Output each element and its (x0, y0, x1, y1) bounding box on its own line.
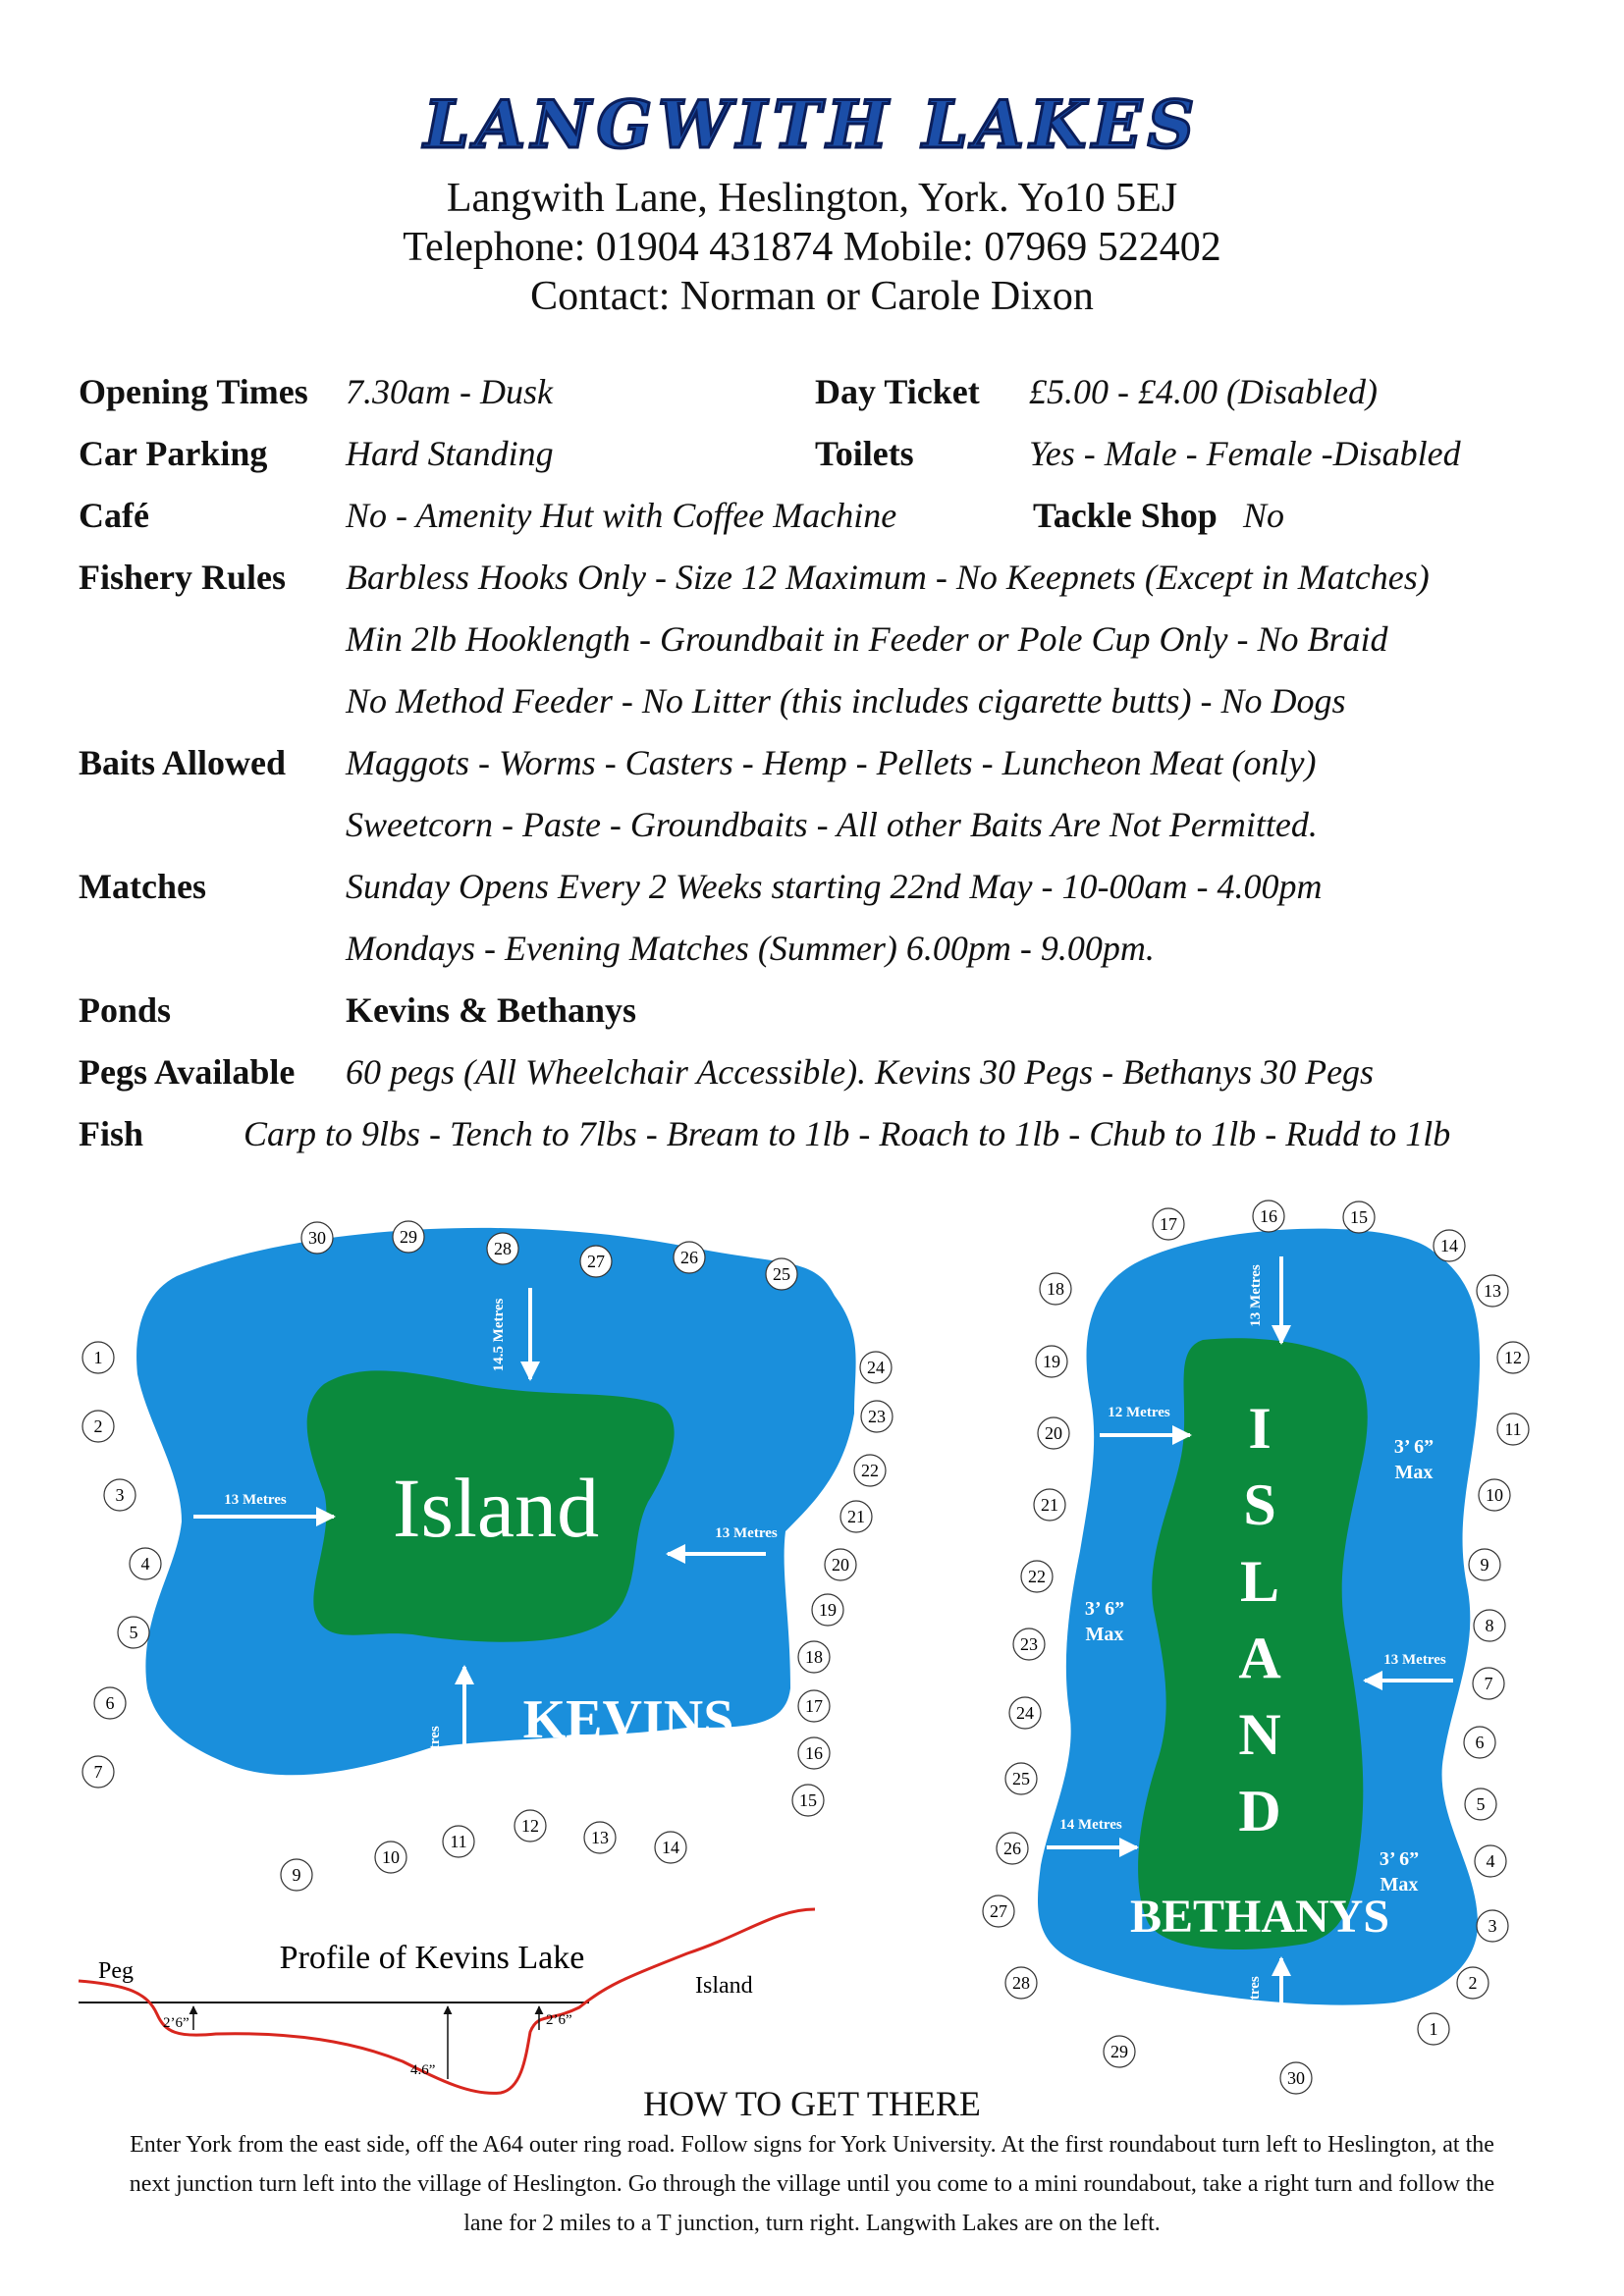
depth-label: 3’ 6” (1393, 1436, 1435, 1458)
peg-number: 2 (1468, 1973, 1478, 1993)
cafe-value: No - Amenity Hut with Coffee Machine (346, 496, 897, 535)
ponds-value: Kevins & Bethanys (346, 990, 637, 1030)
kevins-dist-top: 14.5 Metres (491, 1298, 507, 1372)
profile-curve (79, 1909, 815, 2093)
bethanys-dist-left-bottom: 14 Metres (1059, 1817, 1122, 1833)
depth-label: 3’ 6” (1084, 1598, 1125, 1620)
directions-text: Enter York from the east side, off the A64 outer ring road. Follow signs for York University. At the first roundabout turn left to Heslington, at the next junction turn left into the village of Heslington. Go through the village until you come to a mini roundabout, take a right turn and follow the lane for 2 miles to a T junction, turn right. Langwith Lakes are on the left. (129, 2132, 1495, 2236)
kevins-island-label: Island (392, 1461, 600, 1555)
peg-number: 26 (1003, 1839, 1021, 1858)
parking-label: Car Parking (79, 434, 268, 473)
peg-number: 12 (1504, 1348, 1522, 1367)
island-letter: D (1238, 1779, 1281, 1843)
island-letter: L (1239, 1549, 1280, 1614)
peg-number: 23 (868, 1407, 886, 1426)
bethanys-lake-label: BETHANYS (1129, 1891, 1390, 1943)
telephone: Telephone: 01904 431874 Mobile: 07969 522402 (403, 225, 1221, 270)
peg-number: 27 (587, 1252, 605, 1271)
rules-label: Fishery Rules (79, 558, 286, 597)
peg-number: 29 (400, 1227, 417, 1247)
depth-label: Max (1380, 1874, 1419, 1896)
peg-number: 11 (1504, 1419, 1522, 1439)
peg-number: 16 (805, 1743, 823, 1763)
tackle-value: No (1243, 496, 1285, 535)
opening-value: 7.30am - Dusk (346, 372, 553, 411)
matches-line: Sunday Opens Every 2 Weeks starting 22nd May - 10-00am - 4.00pm (346, 867, 1323, 906)
peg-number: 10 (1486, 1485, 1503, 1505)
kevins-dist-left: 13 Metres (224, 1492, 287, 1508)
kevins-dist-right: 13 Metres (715, 1525, 778, 1541)
peg-number: 5 (129, 1623, 138, 1642)
depth-label: 3’ 6” (1379, 1848, 1420, 1870)
peg-number: 7 (93, 1762, 103, 1782)
depth-label: Max (1394, 1462, 1434, 1483)
baits-line: Maggots - Worms - Casters - Hemp - Pellets - Luncheon Meat (only) (346, 743, 1317, 782)
peg-number: 21 (1041, 1495, 1058, 1515)
island-letter: A (1238, 1626, 1281, 1690)
rules-line: No Method Feeder - No Litter (this includes cigarette butts) - No Dogs (346, 681, 1346, 721)
peg-number: 4 (140, 1554, 150, 1574)
address: Langwith Lane, Heslington, York. Yo10 5EJ (446, 176, 1178, 221)
profile-island-label: Island (695, 1973, 753, 1999)
peg-number: 15 (1350, 1207, 1368, 1227)
rules-line: Min 2lb Hooklength - Groundbait in Feeder or Pole Cup Only - No Braid (346, 619, 1388, 659)
toilets-value: Yes - Male - Female -Disabled (1029, 434, 1461, 473)
baits-label: Baits Allowed (79, 743, 287, 782)
peg-number: 7 (1484, 1674, 1493, 1693)
bethanys-dist-bottom: 13 Metres (1247, 1976, 1263, 2039)
peg-number: 12 (521, 1816, 539, 1836)
peg-number: 14 (1440, 1236, 1458, 1255)
peg-number: 6 (105, 1693, 115, 1713)
profile-depth-mid: 4.6” (410, 2062, 436, 2078)
peg-number: 18 (805, 1647, 823, 1667)
cafe-label: Café (79, 496, 149, 535)
peg-number: 18 (1047, 1279, 1064, 1299)
tackle-label: Tackle Shop (1033, 496, 1218, 535)
depth-label: Max (1085, 1624, 1124, 1645)
matches-line: Mondays - Evening Matches (Summer) 6.00pm - 9.00pm. (346, 929, 1155, 968)
profile-peg-label: Peg (98, 1958, 134, 1984)
peg-number: 16 (1260, 1206, 1277, 1226)
peg-number: 1 (93, 1348, 103, 1367)
peg-number: 3 (1488, 1916, 1497, 1936)
peg-number: 21 (847, 1507, 865, 1526)
peg-number: 25 (773, 1264, 790, 1284)
day-ticket-label: Day Ticket (815, 372, 980, 411)
baits-line: Sweetcorn - Paste - Groundbaits - All other Baits Are Not Permitted. (346, 805, 1318, 844)
bethanys-dist-top: 13 Metres (1248, 1264, 1264, 1327)
island-letter: S (1243, 1472, 1276, 1537)
peg-number: 24 (1016, 1703, 1034, 1723)
peg-number: 20 (832, 1555, 849, 1575)
parking-value: Hard Standing (346, 434, 554, 473)
peg-number: 20 (1045, 1423, 1062, 1443)
profile-depth-left: 2’6” (163, 2015, 189, 2031)
peg-number: 22 (1028, 1567, 1046, 1586)
peg-number: 28 (494, 1239, 512, 1258)
pegs-label: Pegs Available (79, 1052, 296, 1092)
profile-title: Profile of Kevins Lake (279, 1940, 585, 1976)
peg-number: 9 (292, 1865, 301, 1885)
peg-number: 10 (382, 1847, 400, 1867)
rules-line: Barbless Hooks Only - Size 12 Maximum - No Keepnets (Except in Matches) (346, 558, 1430, 597)
pegs-value: 60 pegs (All Wheelchair Accessible). Kevins 30 Pegs - Bethanys 30 Pegs (346, 1052, 1375, 1092)
peg-number: 22 (861, 1461, 879, 1480)
peg-number: 6 (1475, 1733, 1485, 1752)
ponds-label: Ponds (79, 990, 172, 1030)
peg-number: 2 (93, 1416, 103, 1436)
peg-number: 8 (1485, 1616, 1494, 1635)
toilets-label: Toilets (815, 434, 914, 473)
peg-number: 19 (819, 1600, 837, 1620)
peg-number: 25 (1012, 1769, 1030, 1789)
lake-maps (0, 1178, 1624, 2179)
peg-number: 5 (1476, 1794, 1486, 1814)
bethanys-dist-left-top: 12 Metres (1108, 1405, 1170, 1420)
peg-number: 13 (1484, 1281, 1501, 1301)
page-title: LANGWITH LAKES (423, 86, 1201, 163)
kevins-dist-bottom: 13 Metres (427, 1726, 443, 1789)
island-letter: N (1238, 1702, 1281, 1767)
peg-number: 17 (1160, 1214, 1177, 1234)
peg-number: 3 (115, 1485, 125, 1505)
peg-number: 9 (1480, 1555, 1489, 1575)
peg-number: 28 (1012, 1973, 1030, 1993)
day-ticket-value: £5.00 - £4.00 (Disabled) (1029, 372, 1378, 411)
peg-number: 1 (1429, 2019, 1438, 2039)
peg-number: 11 (450, 1832, 467, 1851)
contact: Contact: Norman or Carole Dixon (530, 274, 1094, 319)
peg-number: 19 (1043, 1352, 1060, 1371)
bethanys-dist-right: 13 Metres (1383, 1652, 1446, 1668)
peg-number: 29 (1110, 2042, 1128, 2061)
peg-number: 14 (662, 1838, 679, 1857)
opening-label: Opening Times (79, 372, 308, 411)
directions-title: HOW TO GET THERE (643, 2084, 981, 2123)
matches-label: Matches (79, 867, 206, 906)
peg-number: 13 (591, 1828, 609, 1847)
peg-number: 30 (1287, 2068, 1305, 2088)
peg-number: 15 (799, 1790, 817, 1810)
peg-number: 26 (680, 1248, 698, 1267)
peg-number: 17 (805, 1696, 823, 1716)
island-letter: I (1248, 1396, 1272, 1461)
fish-label: Fish (79, 1114, 144, 1153)
peg-number: 27 (990, 1901, 1007, 1921)
peg-number: 23 (1020, 1634, 1038, 1654)
peg-number: 4 (1486, 1851, 1495, 1871)
fish-value: Carp to 9lbs - Tench to 7lbs - Bream to 1lb - Roach to 1lb - Chub to 1lb - Rudd to 1lb (244, 1114, 1451, 1153)
peg-number: 30 (308, 1228, 326, 1248)
kevins-lake-label: KEVINS (522, 1689, 734, 1750)
peg-number: 24 (867, 1358, 885, 1377)
profile-depth-right: 2’6” (546, 2012, 572, 2028)
